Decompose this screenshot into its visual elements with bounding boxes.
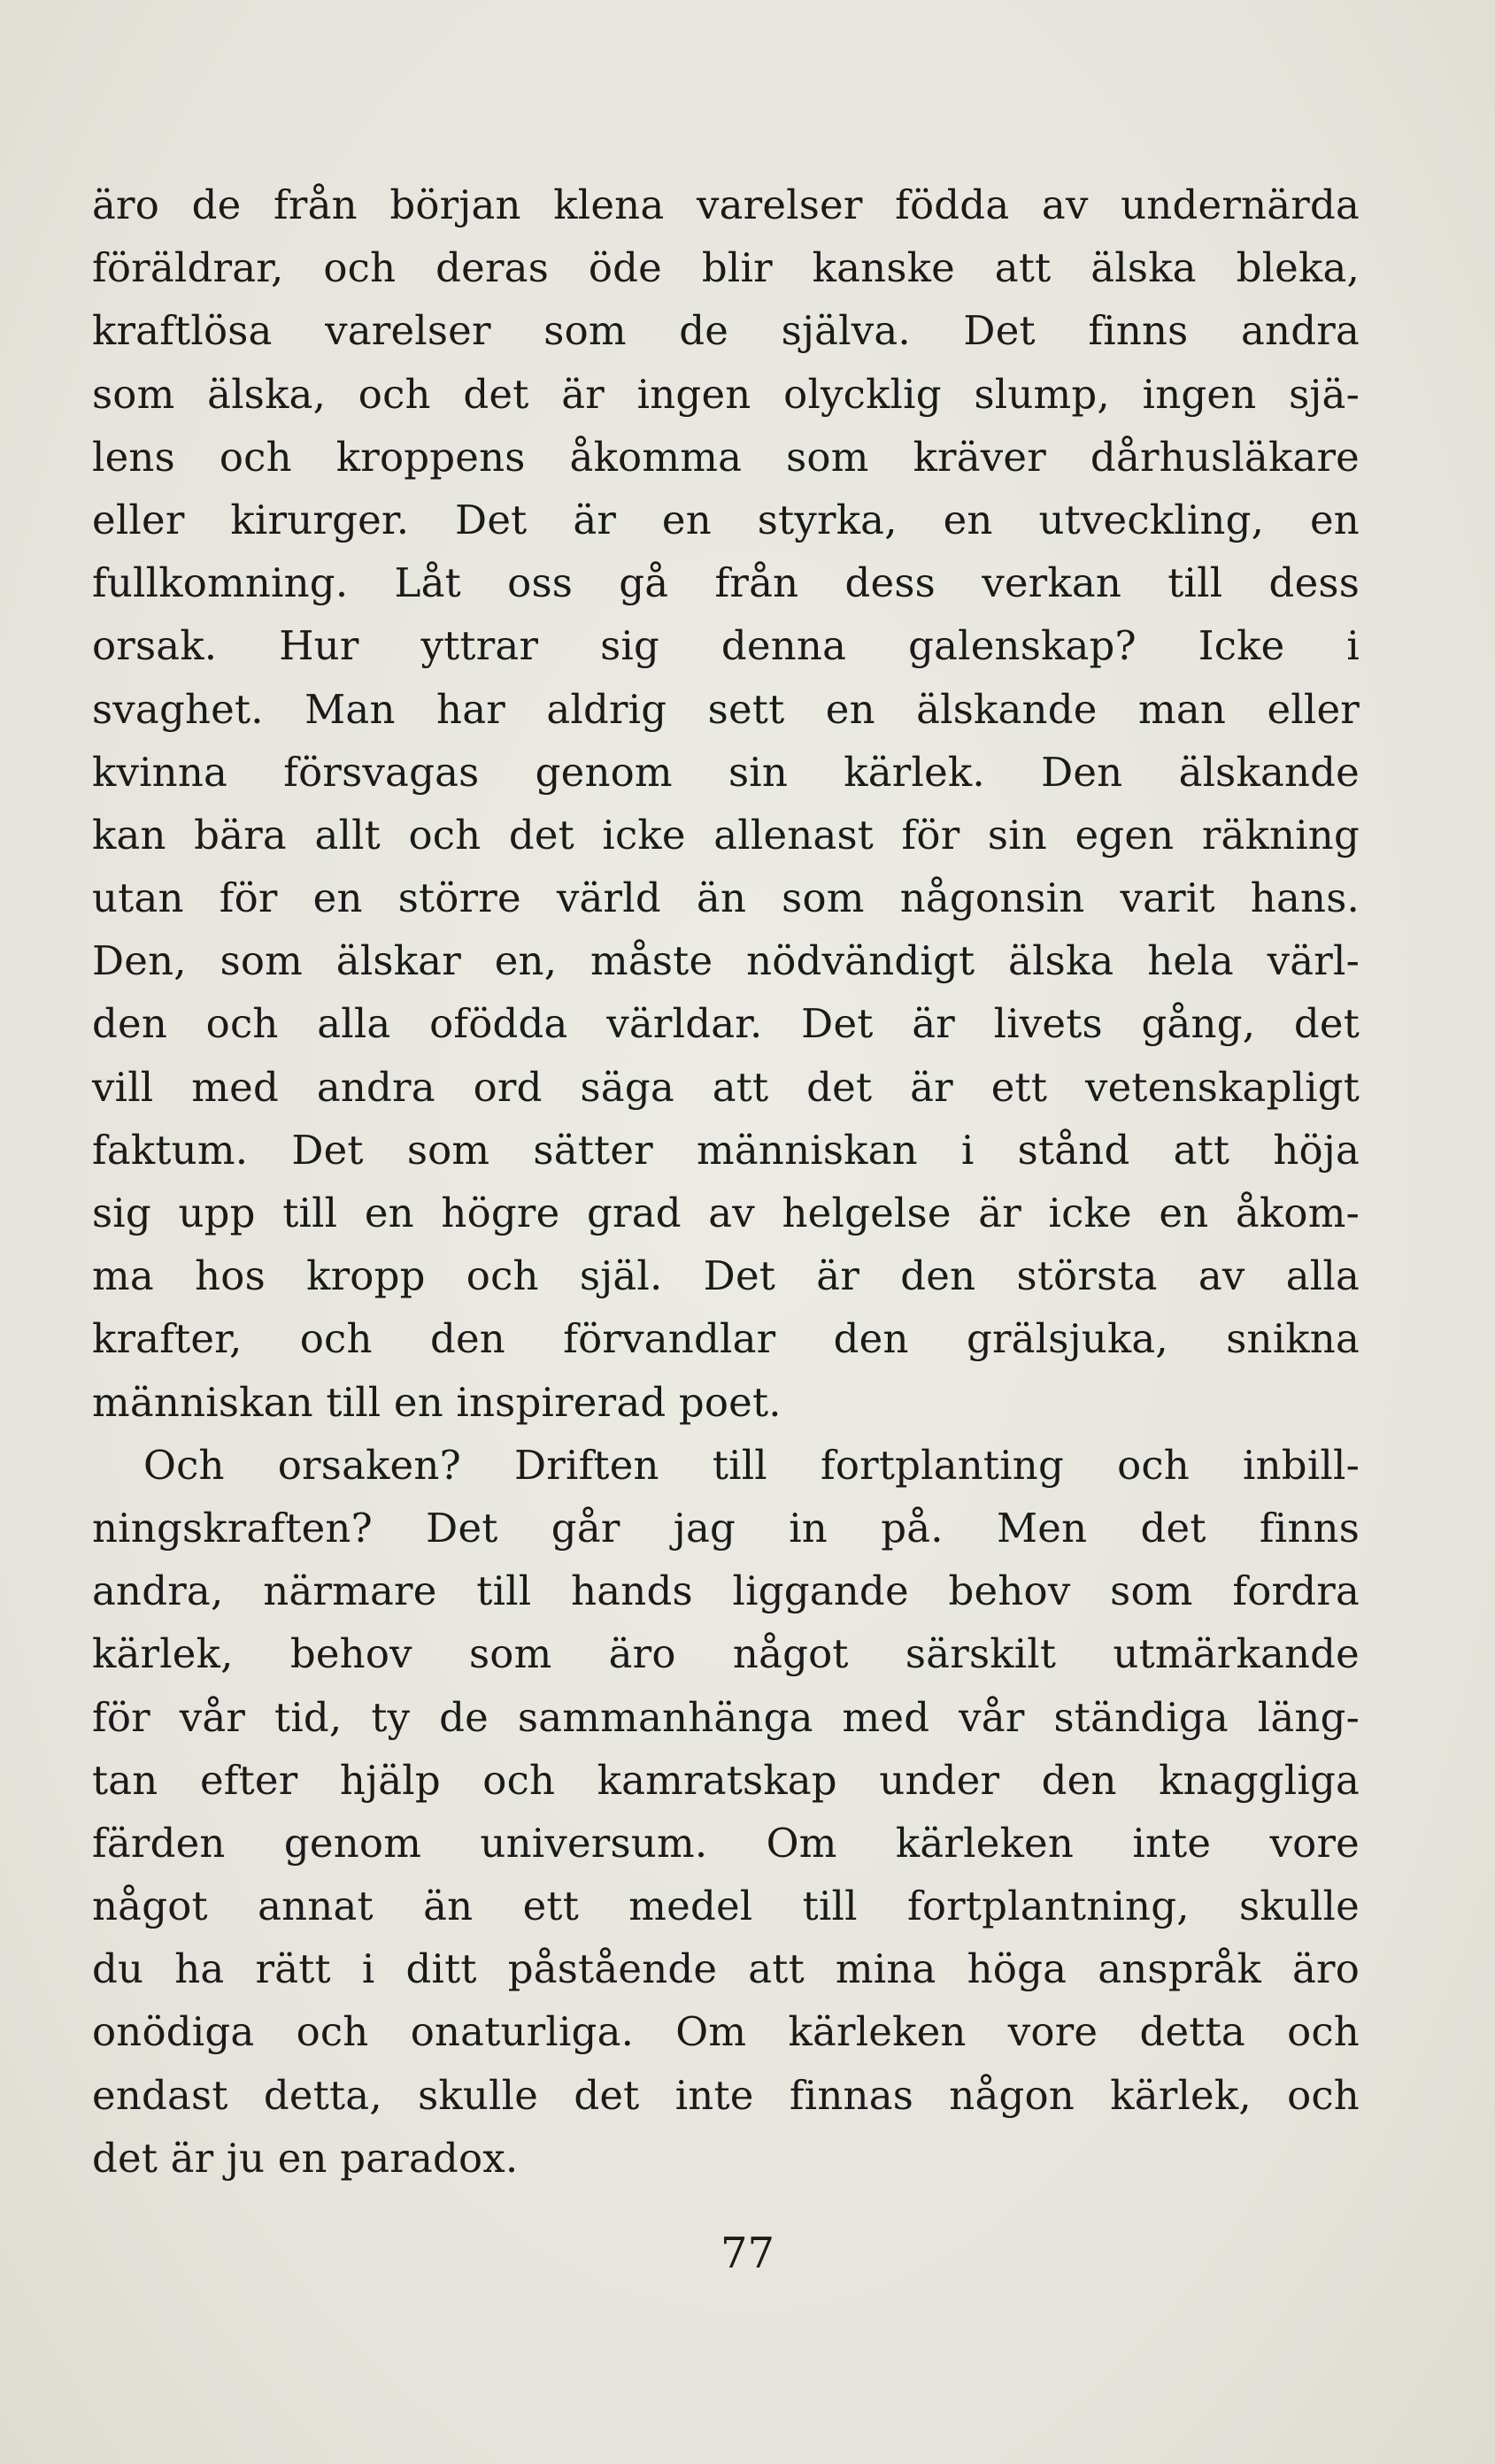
text-line: Och orsaken? Driften till fortplanting och inbill- bbox=[143, 1441, 1360, 1489]
text-line: fullkomning. Låt oss gå från dess verkan till dess bbox=[92, 559, 1360, 607]
text-line: kan bära allt och det icke allenast för sin egen räkning bbox=[92, 811, 1360, 859]
page-number: 77 bbox=[720, 2229, 775, 2278]
text-line: endast detta, skulle det inte finnas någon kärlek, och bbox=[92, 2071, 1360, 2119]
text-line: äro de från början klena varelser födda av undernärda bbox=[92, 181, 1360, 228]
text-line: eller kirurger. Det är en styrka, en utveckling, en bbox=[92, 496, 1360, 543]
text-line: ningskraften? Det går jag in på. Men det finns bbox=[92, 1504, 1360, 1552]
text-line: svaghet. Man har aldrig sett en älskande man eller bbox=[92, 685, 1360, 733]
text-line: något annat än ett medel till fortplantning, skulle bbox=[92, 1883, 1360, 1930]
text-line: det är ju en paradox. bbox=[92, 2134, 519, 2182]
text-line: andra, närmare till hands liggande behov som fordra bbox=[92, 1567, 1360, 1615]
text-line: utan för en större värld än som någonsin varit hans. bbox=[92, 874, 1360, 922]
text-line: som älska, och det är ingen olycklig slump, ingen sjä- bbox=[92, 370, 1360, 418]
text-line: kärlek, behov som äro något särskilt utmärkande bbox=[92, 1630, 1360, 1678]
text-line: onödiga och onaturliga. Om kärleken vore detta och bbox=[92, 2008, 1360, 2056]
text-line: krafter, och den förvandlar den grälsjuka, snikna bbox=[92, 1315, 1360, 1363]
text-line: Den, som älskar en, måste nödvändigt älska hela värl- bbox=[92, 937, 1360, 985]
text-line: för vår tid, ty de sammanhänga med vår ständiga läng- bbox=[92, 1693, 1360, 1741]
text-line: tan efter hjälp och kamratskap under den knaggliga bbox=[92, 1756, 1360, 1804]
text-line: sig upp till en högre grad av helgelse är icke en åkom- bbox=[92, 1190, 1360, 1236]
text-line: människan till en inspirerad poet. bbox=[92, 1378, 782, 1426]
text-line: vill med andra ord säga att det är ett vetenskapligt bbox=[92, 1063, 1360, 1111]
text-line: faktum. Det som sätter människan i stånd att höja bbox=[92, 1126, 1360, 1174]
text-line: du ha rätt i ditt påstående att mina höga anspråk äro bbox=[92, 1945, 1360, 1993]
text-line: kraftlösa varelser som de själva. Det finns andra bbox=[92, 307, 1360, 355]
text-line: orsak. Hur yttrar sig denna galenskap? Icke i bbox=[92, 622, 1360, 670]
text-line: föräldrar, och deras öde blir kanske att älska bleka, bbox=[92, 244, 1360, 292]
text-line: den och alla ofödda världar. Det är livets gång, det bbox=[92, 1000, 1360, 1048]
text-line: färden genom universum. Om kärleken inte vore bbox=[92, 1819, 1360, 1867]
text-line: kvinna försvagas genom sin kärlek. Den älskande bbox=[92, 748, 1360, 796]
text-line: lens och kroppens åkomma som kräver dårhusläkare bbox=[92, 433, 1360, 481]
text-line: ma hos kropp och själ. Det är den största av alla bbox=[92, 1252, 1360, 1300]
body-text bbox=[92, 173, 1360, 2190]
